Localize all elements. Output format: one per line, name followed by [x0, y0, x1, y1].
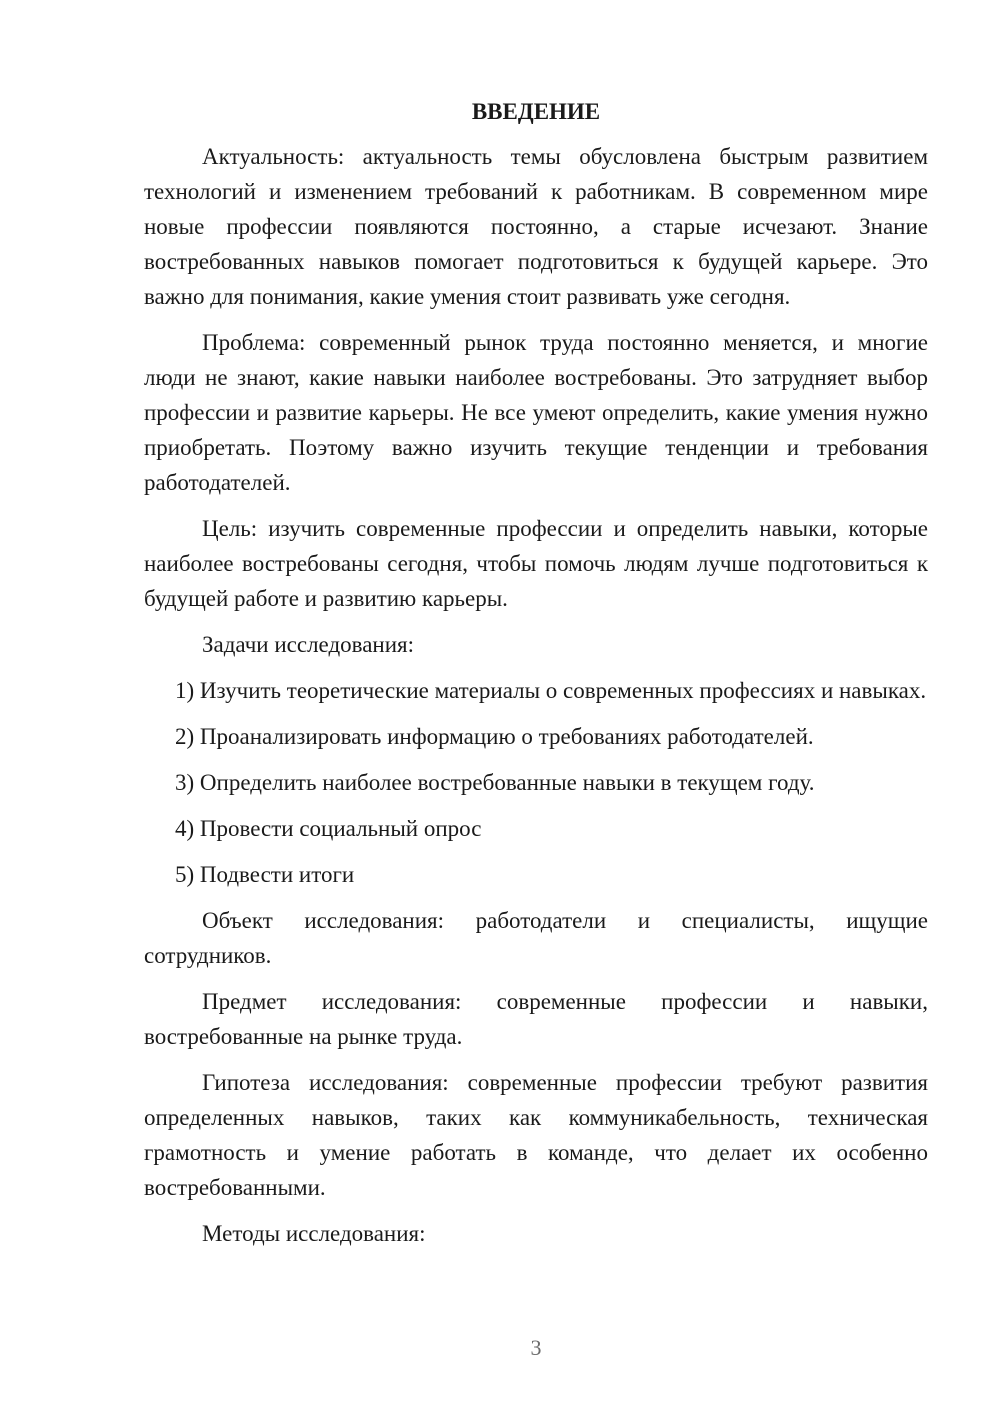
methods-heading: Методы исследования:: [202, 1221, 426, 1246]
paragraph-hypothesis: Гипотеза исследования: современные профессии требуют развития определенных навыков, таких как коммуникабельность, техническая грамотность и умение работать в команде, что делает их особенно востребованными.: [144, 1070, 928, 1200]
paragraph-object: Объект исследования: работодатели и специалисты, ищущие сотрудников.: [144, 908, 928, 968]
list-item: 5) Подвести итоги: [175, 862, 355, 887]
page-number: 3: [530, 1335, 542, 1360]
list-item: 3) Определить наиболее востребованные навыки в текущем году.: [175, 770, 815, 795]
paragraph-problem: Проблема: современный рынок труда постоянно меняется, и многие люди не знают, какие навыки наиболее востребованы. Это затрудняет выбор профессии и развитие карьеры. Не все умеют определить, какие умения нужно приобретать. Поэтому важно изучить текущие тенденции и требования работодателей.: [144, 330, 928, 495]
tasks-heading: Задачи исследования:: [202, 632, 415, 657]
tasks-list: [144, 673, 928, 892]
page-title: ВВЕДЕНИЕ: [471, 99, 601, 124]
list-item: 2) Проанализировать информацию о требованиях работодателей.: [175, 724, 814, 749]
list-item: 1) Изучить теоретические материалы о современных профессиях и навыках.: [175, 678, 927, 703]
paragraph-goal: Цель: изучить современные профессии и определить навыки, которые наиболее востребованы сегодня, чтобы помочь людям лучше подготовиться к будущей работе и развитию карьеры.: [144, 516, 928, 611]
list-item: 4) Провести социальный опрос: [175, 816, 482, 841]
paragraph-relevance: Актуальность: актуальность темы обусловлена быстрым развитием технологий и изменением требований к работникам. В современном мире новые профессии появляются постоянно, а старые исчезают. Знание востребованных навыков помогает подготовиться к будущей карьере. Это важно для понимания, какие умения стоит развивать уже сегодня.: [144, 144, 928, 309]
paragraph-subject: Предмет исследования: современные профессии и навыки, востребованные на рынке труда.: [144, 989, 928, 1049]
page-content: [144, 94, 928, 1262]
